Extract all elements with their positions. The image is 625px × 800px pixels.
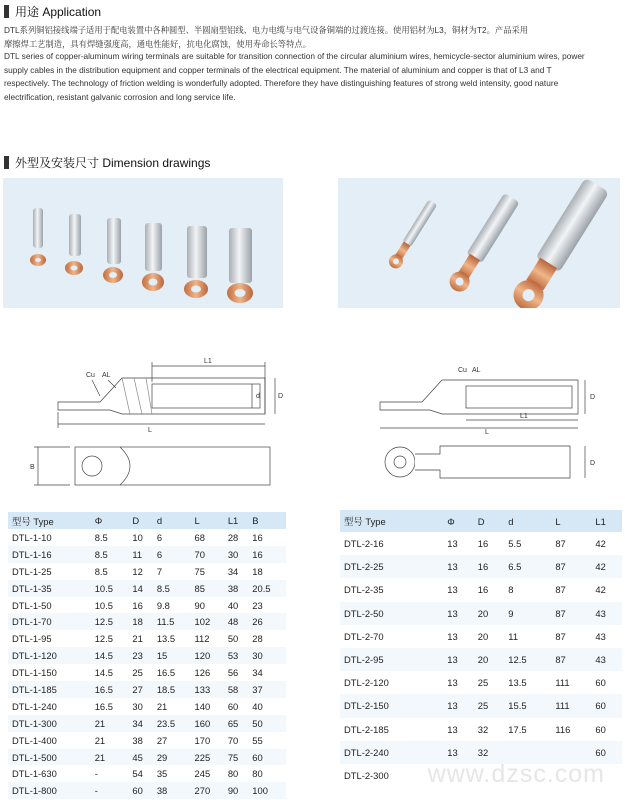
dimension-diagram-type2 [370,362,620,492]
value-cell: 68 [194,531,205,543]
value-cell: 133 [191,681,224,698]
value-cell: 35 [156,768,168,780]
value-cell: 25 [132,667,143,679]
header-type: 型号 Type [8,512,91,529]
value-cell: 32 [477,723,489,735]
value-cell: 34 [227,565,239,577]
model-cell: DTL-1-400 [12,734,57,746]
al-label-2: AL [472,367,481,374]
value-cell: 6.5 [504,555,551,578]
table-row [340,694,622,717]
terminal-3 [103,218,123,283]
model-cell: DTL-2-95 [340,648,443,671]
b-label: B [30,464,35,471]
model-cell: DTL-1-25 [12,565,52,577]
value-cell: 16.5 [156,667,176,679]
value-cell: 23 [252,599,263,611]
model-cell: DTL-2-25 [340,555,443,578]
value-cell: 270 [191,782,224,799]
model-cell: DTL-1-300 [8,715,91,732]
model-cell: DTL-1-120 [8,647,91,664]
value-cell: 42 [591,555,622,578]
value-cell: 20.5 [248,580,286,597]
value-cell: 60 [227,700,239,712]
value-cell: 12.5 [94,633,113,645]
value-cell: 30 [224,546,248,563]
value-cell: 28 [252,633,263,645]
table-row [8,732,286,749]
header-phi: Φ [443,510,474,532]
value-cell: 87 [555,538,566,550]
d-small-label: d [256,393,260,400]
dimension-heading [4,154,210,171]
value-cell: 11.5 [153,613,191,630]
header-l1: L1 [224,512,248,529]
model-cell: DTL-2-185 [344,723,389,735]
al-label: AL [102,372,111,379]
value-cell: 18 [252,565,263,577]
header-phi: Φ [91,512,129,529]
model-cell: DTL-1-630 [12,768,57,780]
value-cell: 14.5 [94,667,113,679]
model-cell: DTL-1-95 [12,633,52,645]
spec-table-type1 [8,512,286,799]
model-cell: DTL-2-35 [344,584,384,596]
value-cell: 40 [252,700,263,712]
value-cell: 8.5 [94,531,108,543]
value-cell: 13 [443,602,474,625]
header-d-small: d [504,510,551,532]
header-l1: L1 [591,510,622,532]
value-cell: 43 [591,648,622,671]
value-cell: 60 [591,741,622,764]
value-cell: 21 [156,700,168,712]
table-row [8,765,286,782]
cu-label: Cu [86,372,95,379]
value-cell: 20 [477,630,489,642]
l-label: L [148,427,152,434]
value-cell: 65 [224,715,248,732]
value-cell: 87 [555,630,566,642]
terminal-1 [30,208,46,266]
value-cell: 7 [156,565,163,577]
table-row [8,647,286,664]
value-cell: 43 [591,602,622,625]
model-cell: DTL-1-50 [12,599,52,611]
table-header-row [8,512,286,529]
value-cell: 6 [156,531,163,543]
value-cell: 87 [551,555,591,578]
value-cell: 58 [224,681,248,698]
value-cell: 16 [132,599,143,611]
value-cell: 13.5 [156,633,176,645]
value-cell: 80 [227,768,239,780]
value-cell: 102 [191,613,224,630]
terminal-6 [227,228,253,303]
dimension-diagram-type1 [30,352,310,502]
value-cell: 70 [227,734,239,746]
section-bar [4,156,9,169]
table-row [8,630,286,647]
value-cell: 100 [248,782,286,799]
value-cell: 16.5 [91,681,129,698]
l1-label-2: L1 [520,413,528,420]
value-cell: 23 [128,647,152,664]
value-cell: 90 [194,599,205,611]
value-cell: 8.5 [94,565,108,577]
value-cell: 13 [447,584,458,596]
d-big-label-2: D [590,394,596,401]
value-cell: 12.5 [504,648,551,671]
terminal-4 [142,223,164,291]
value-cell: 6 [153,546,191,563]
value-cell: 140 [194,700,211,712]
model-cell: DTL-1-35 [8,580,91,597]
model-cell: DTL-1-70 [8,613,91,630]
value-cell: 25 [474,694,505,717]
value-cell: 30 [132,700,143,712]
table-row [340,602,622,625]
value-cell: 85 [191,580,224,597]
table-row [8,529,286,546]
model-cell: DTL-1-240 [12,700,57,712]
value-cell: 38 [153,782,191,799]
value-cell: 42 [595,538,606,550]
value-cell: 38 [132,734,143,746]
value-cell: 116 [555,723,571,735]
value-cell: 13.5 [508,677,527,689]
value-cell: 10.5 [94,599,113,611]
value-cell: 87 [551,648,591,671]
value-cell: 13 [447,723,458,735]
header-b: B [248,512,286,529]
value-cell: 170 [194,734,211,746]
value-cell: 75 [194,565,205,577]
value-cell: 126 [194,667,211,679]
value-cell: 21 [91,749,129,766]
value-cell: 21 [94,734,106,746]
value-cell: 48 [224,613,248,630]
model-cell: DTL-1-16 [8,546,91,563]
value-cell: 87 [551,602,591,625]
value-cell: 28 [227,531,239,543]
value-cell: 38 [224,580,248,597]
value-cell: 16 [248,546,286,563]
table-row [8,613,286,630]
table-row [8,664,286,681]
value-cell: 21 [91,715,129,732]
application-english-text: DTL series of copper-aluminum wiring terminals are suitable for transition connection of the circular aluminium wires, hemicycle-sector aluminium wires, power supply cables in the distribution equipment and copper terminals of the electrical equipment. The material of aluminium and copper is that of L3 and T respectively. The technology of friction welding is wonderfully adopted. Therefore they have distinguishing features of strong weld intensity, good nature electrification, resistant galvanic corrosion and long service life. [4,51,585,102]
header-l: L [191,512,224,529]
value-cell: 14 [128,580,152,597]
header-d-small: d [153,512,191,529]
value-cell: 16 [474,555,505,578]
section-bar [4,5,9,18]
value-cell: 15 [153,647,191,664]
value-cell: 13 [447,630,458,642]
model-cell: DTL-1-185 [8,681,91,698]
value-cell: 10.5 [91,580,129,597]
model-cell: DTL-2-150 [340,694,443,717]
value-cell: 34 [252,667,263,679]
application-chinese-text: DTL系列铜铝接线端子适用于配电装置中各种圆型、半圆扇型铝线、电力电缆与电气设备铜端的过渡连接。使用铝材为L3，铜材为T2。产品采用 摩擦焊工艺制造，具有焊缝强度高，通电性能好，抗电化腐蚀，使用寿命长等特点。 [4,25,529,49]
value-cell: - [91,782,129,799]
table-row [8,749,286,766]
value-cell: 11 [128,546,152,563]
table-row [8,597,286,614]
value-cell: 13 [443,648,474,671]
l1-label: L1 [204,358,212,365]
table-row [340,625,622,648]
value-cell: 5.5 [508,538,522,550]
value-cell: 9 [504,602,551,625]
value-cell: 8 [508,584,514,596]
value-cell: 16 [477,538,489,550]
terminal-photo-type2 [338,178,620,308]
table-header-row [340,510,622,532]
value-cell: 13 [443,694,474,717]
value-cell: 18.5 [153,681,191,698]
application-heading [4,3,101,20]
d-big-label: D [278,393,284,400]
d-big-label-3: D [590,460,596,467]
model-cell: DTL-2-70 [344,630,384,642]
table-row [340,648,622,671]
table-row [8,580,286,597]
value-cell: 75 [224,749,248,766]
value-cell: 27 [156,734,168,746]
value-cell: 15.5 [504,694,551,717]
value-cell: 11 [508,630,519,642]
table-row [8,546,286,563]
model-cell: DTL-1-10 [12,531,52,543]
model-cell: DTL-2-50 [340,602,443,625]
value-cell: 50 [248,715,286,732]
cu-label-2: Cu [458,367,467,374]
value-cell: 16 [477,584,489,596]
value-cell: 111 [555,677,570,689]
value-cell: 13 [447,538,458,550]
value-cell: 60 [248,749,286,766]
value-cell: 26 [248,613,286,630]
value-cell: 13 [443,555,474,578]
value-cell: 30 [248,647,286,664]
dimension-title: 外型及安装尺寸 Dimension drawings [15,156,211,170]
value-cell: 60 [591,694,622,717]
model-cell: DTL-2-16 [344,538,384,550]
value-cell: 25 [477,677,489,689]
table-row [340,671,622,694]
value-cell: 245 [194,768,211,780]
spec-table-type2 [340,510,622,787]
terminal-small [386,198,439,271]
table-row [340,555,622,578]
value-cell: 12 [132,565,143,577]
table-row [340,718,622,741]
model-cell: DTL-1-150 [12,667,57,679]
value-cell: 14.5 [91,647,129,664]
header-l: L [551,510,591,532]
watermark: www.dzsc.com [427,760,605,788]
value-cell: 21 [132,633,143,645]
value-cell: 50 [227,633,239,645]
value-cell: 27 [128,681,152,698]
table-row [8,715,286,732]
value-cell: 60 [128,782,152,799]
table-row [340,578,622,601]
value-cell: 60 [595,723,606,735]
value-cell: 34 [128,715,152,732]
value-cell: 111 [551,694,591,717]
value-cell: 43 [595,630,606,642]
value-cell: 20 [474,648,505,671]
application-title: 用途 Application [15,5,102,19]
value-cell: 10 [132,531,143,543]
table-row [8,782,286,799]
value-cell: 13 [443,741,474,764]
value-cell: 56 [227,667,239,679]
value-cell: 16.5 [94,700,113,712]
value-cell: 9.8 [156,599,170,611]
terminal-5 [184,226,208,298]
value-cell: 54 [132,768,143,780]
value-cell: 29 [153,749,191,766]
header-d-big: D [474,510,505,532]
header-d-big: D [128,512,152,529]
terminal-2 [65,214,83,275]
value-cell: - [94,768,98,780]
table-row [8,681,286,698]
table-row [8,563,286,580]
value-cell: 12.5 [91,613,129,630]
value-cell: 20 [474,602,505,625]
table-row [340,532,622,555]
value-cell: 112 [194,633,210,645]
header-type: 型号 Type [340,510,443,532]
value-cell: 13 [447,677,458,689]
value-cell: 160 [191,715,224,732]
value-cell: 90 [224,782,248,799]
value-cell: 80 [252,768,263,780]
table-row [8,698,286,715]
model-cell: DTL-1-500 [8,749,91,766]
value-cell: 16 [252,531,263,543]
value-cell: 8.5 [91,546,129,563]
l-label-2: L [485,429,489,436]
value-cell: 53 [224,647,248,664]
value-cell: 70 [191,546,224,563]
model-cell: DTL-1-800 [8,782,91,799]
value-cell: 40 [227,599,239,611]
value-cell: 60 [595,677,606,689]
value-cell: 45 [128,749,152,766]
value-cell: 120 [191,647,224,664]
terminal-medium [446,192,521,295]
model-cell: DTL-2-300 [344,769,389,781]
model-cell: DTL-2-120 [344,677,389,689]
value-cell: 8.5 [153,580,191,597]
value-cell: 17.5 [508,723,527,735]
value-cell: 42 [595,584,606,596]
model-cell: DTL-2-240 [340,741,443,764]
value-cell: 225 [191,749,224,766]
value-cell: 18 [128,613,152,630]
value-cell: 55 [252,734,263,746]
value-cell: 37 [248,681,286,698]
value-cell: 32 [474,741,505,764]
value-cell: 23.5 [153,715,191,732]
terminal-large [508,178,610,308]
terminal-photo-type1 [3,178,283,308]
value-cell: 87 [555,584,566,596]
